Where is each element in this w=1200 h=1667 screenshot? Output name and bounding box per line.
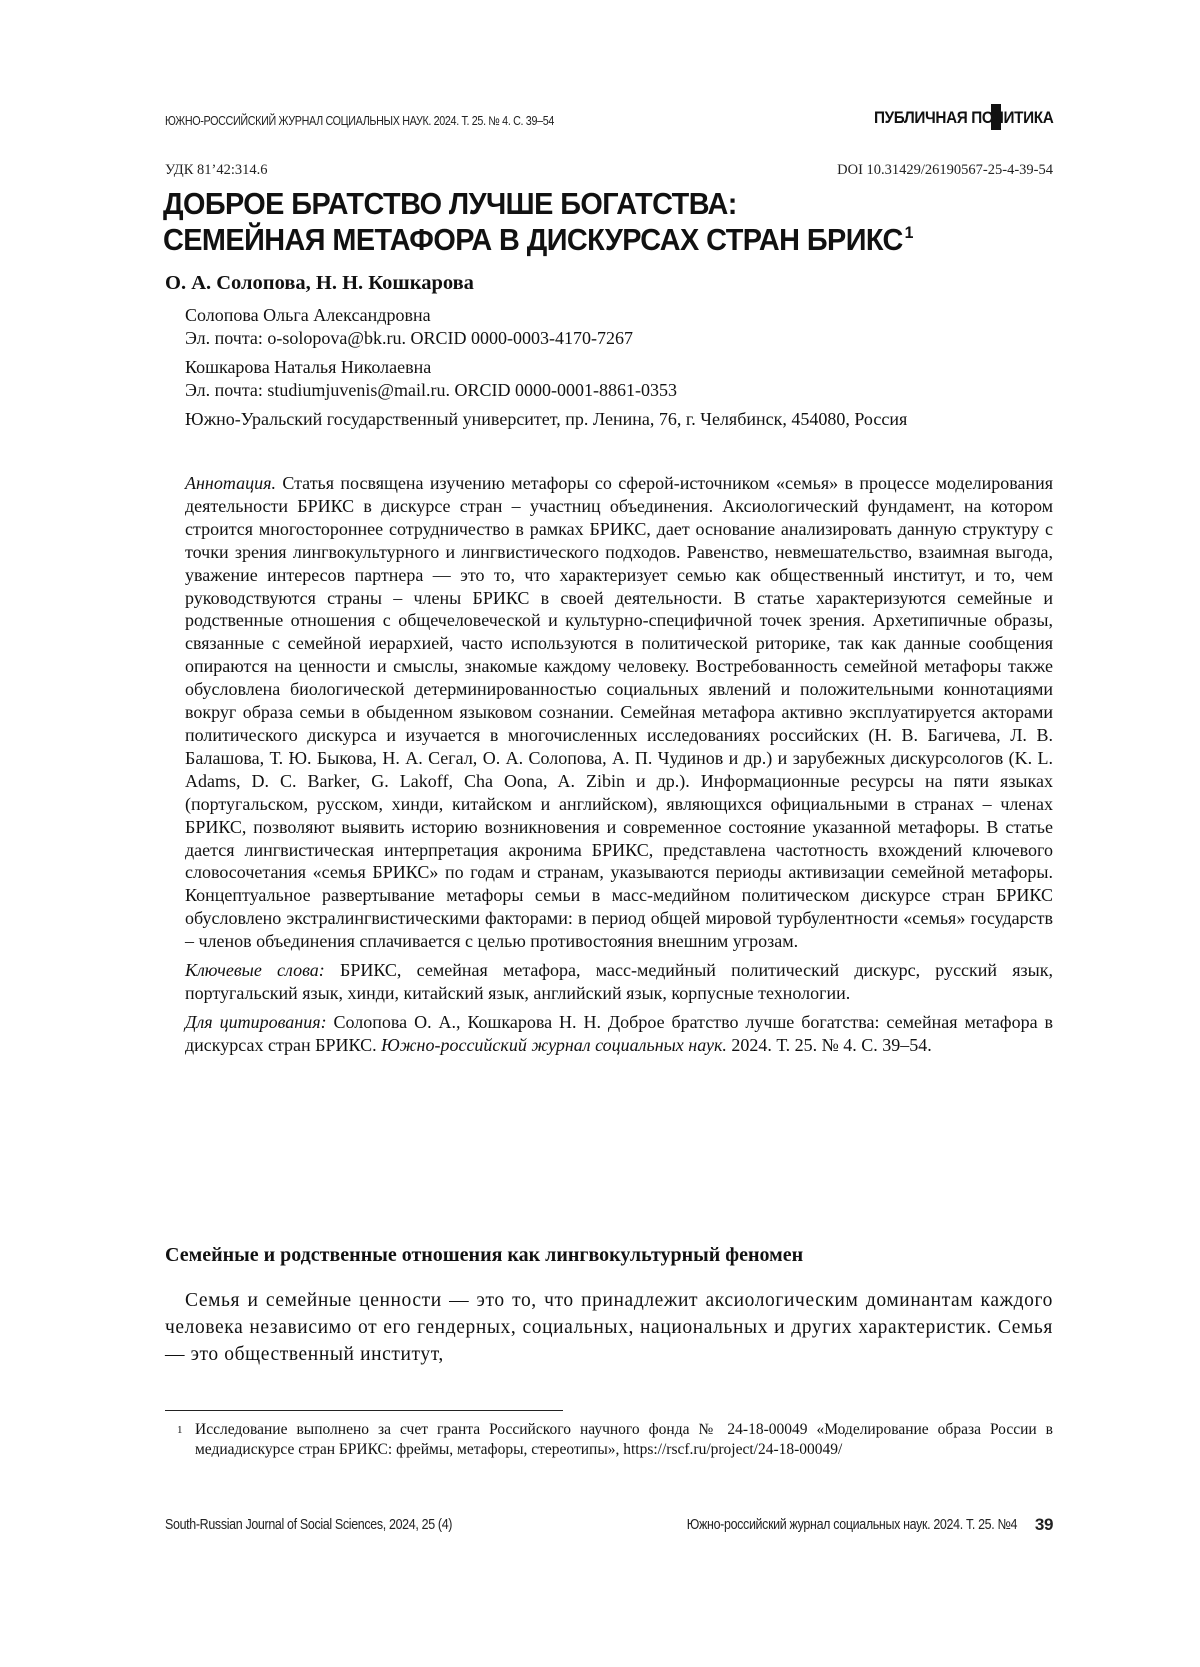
- citation-journal: Южно-российский журнал социальных наук.: [381, 1034, 727, 1055]
- udk-code: УДК 81’42:314.6: [165, 162, 268, 178]
- abstract-text: Статья посвящена изучению метафоры со сферой-источником «семья» в процессе моделирования деятельности БРИКС в дискурсе стран – участниц объединения. Аксиологический фундамент, на котором строится многостороннее сотрудничество в рамках БРИКС, дает основание анализировать данную структуру с точки зрения лингвокультурного и лингвистического подходов. Равенство, невмешательство, взаимная выгода, уважение интересов партнера — это то, что характеризует семью как общественный институт, и то, чем руководствуются страны – члены БРИКС в своей деятельности. В статье характеризуются семейные и родственные отношения с общечеловеческой и культурно-специфичной точек зрения. Архетипичные образы, связанные с семейной иерархией, часто используются в политической риторике, так как данные сообщения опираются на ценности и смыслы, знакомые каждому человеку. Востребованность семейной метафоры также обусловлена биологической детерминированностью социальных явлений и положительными коннотациями вокруг образа семьи в обыденном языковом сознании. Семейная метафора активно эксплуатируется акторами политического дискурса и изучается в многочисленных исследованиях российских (Н. В. Багичева, Л. В. Балашова, Т. Ю. Быкова, Н. А. Сегал, О. А. Солопова, А. П. Чудинов и др.) и зарубежных дискурсологов (K. L. Adams, D. C. Barker, G. Lakoff, Cha Oona, A. Zibin и др.). Информационные ресурсы на пяти языках (португальском, русском, хинди, китайском и английском), являющихся официальными в странах – членах БРИКС, позволяют выявить историю возникновения и современное состояние указанной метафоры. В статье дается лингвистическая интерпретация акронима БРИКС, представлена частотность вхождений ключевого словосочетания «семья БРИКС» по годам и странам, указываются периоды активизации семейной метафоры. Концептуальное развертывание метафоры семьи в масс-медийном политическом дискурсе стран БРИКС обусловлено экстралингвистическими факторами: в период общей мировой турбулентности «семья» государств – членов объединения сплачивается с целью противостояния внешним угрозам.: [185, 473, 1053, 952]
- running-footer: [165, 1515, 1053, 1539]
- title-line-1: ДОБРОЕ БРАТСТВО ЛУЧШЕ БОГАТСТВА:: [163, 186, 737, 221]
- citation: [185, 1011, 1053, 1057]
- page-number: 39: [1034, 1515, 1053, 1534]
- keywords: [185, 959, 1053, 1005]
- footnote-text: Исследование выполнено за счет гранта Российского научного фонда № 24-18-00049 «Моделирование образа России в медиадискурсе стран БРИКС: фреймы, метафоры, стереотипы», https://rscf.ru/project/24-18-00049/: [195, 1421, 1053, 1458]
- author2-contact: Эл. почта: studiumjuvenis@mail.ru. ORCID 0000-0001-8861-0353: [185, 380, 677, 400]
- article-title: [163, 186, 1000, 263]
- citation-label: Для цитирования:: [185, 1011, 327, 1032]
- abstract: [185, 472, 1053, 953]
- title-line-2: СЕМЕЙНАЯ МЕТАФОРА В ДИСКУРСАХ СТРАН БРИКС: [163, 222, 903, 257]
- author-affiliations: [185, 304, 1045, 437]
- running-header: [165, 104, 1053, 140]
- citation-text: Солопова О. А., Кошкарова Н. Н. Доброе братство лучше богатства: семейная метафора в дискурсах стран БРИКС.: [185, 1011, 1053, 1055]
- abstract-label: Аннотация.: [185, 473, 276, 493]
- footnote-mark: 1: [177, 1424, 183, 1436]
- author2-name: Кошкарова Наталья Николаевна: [185, 357, 432, 377]
- section-heading: Семейные и родственные отношения как лингвокультурный феномен: [165, 1244, 804, 1266]
- keywords-label: Ключевые слова:: [185, 960, 325, 981]
- section-name: ПУБЛИЧНАЯ ПОЛИТИКА: [873, 108, 1053, 127]
- footer-journal-ru: Южно-российский журнал социальных наук. 2024. Т. 25. №4: [686, 1517, 1017, 1533]
- footer-journal-en: South-Russian Journal of Social Sciences, 2024, 25 (4): [165, 1517, 453, 1533]
- citation-details: 2024. Т. 25. № 4. С. 39–54.: [731, 1034, 932, 1055]
- abstract-block: [185, 472, 1053, 1063]
- footnote-divider: [165, 1410, 563, 1411]
- author1-name: Солопова Ольга Александровна: [185, 305, 431, 325]
- keywords-text: БРИКС, семейная метафора, масс-медийный политический дискурс, русский язык, португальский язык, хинди, китайский язык, английский язык, корпусные технологии.: [185, 960, 1053, 1003]
- body-paragraph: Семья и семейные ценности — это то, что принадлежит аксиологическим доминантам каждого человека независимо от его гендерных, социальных, национальных и других характеристик. Семья — это общественный институт,: [165, 1290, 1053, 1365]
- title-footnote-mark: 1: [904, 223, 913, 242]
- university-address: Южно-Уральский государственный университет, пр. Ленина, 76, г. Челябинск, 454080, Россия: [185, 409, 908, 429]
- authors: О. А. Солопова, Н. Н. Кошкарова: [165, 272, 474, 294]
- doi: DOI 10.31429/26190567-25-4-39-54: [837, 162, 1053, 178]
- author1-contact: Эл. почта: o-solopova@bk.ru. ORCID 0000-0003-4170-7267: [185, 328, 633, 348]
- journal-running-title: ЮЖНО-РОССИЙСКИЙ ЖУРНАЛ СОЦИАЛЬНЫХ НАУК. 2024. Т. 25. № 4. С. 39–54: [165, 114, 554, 128]
